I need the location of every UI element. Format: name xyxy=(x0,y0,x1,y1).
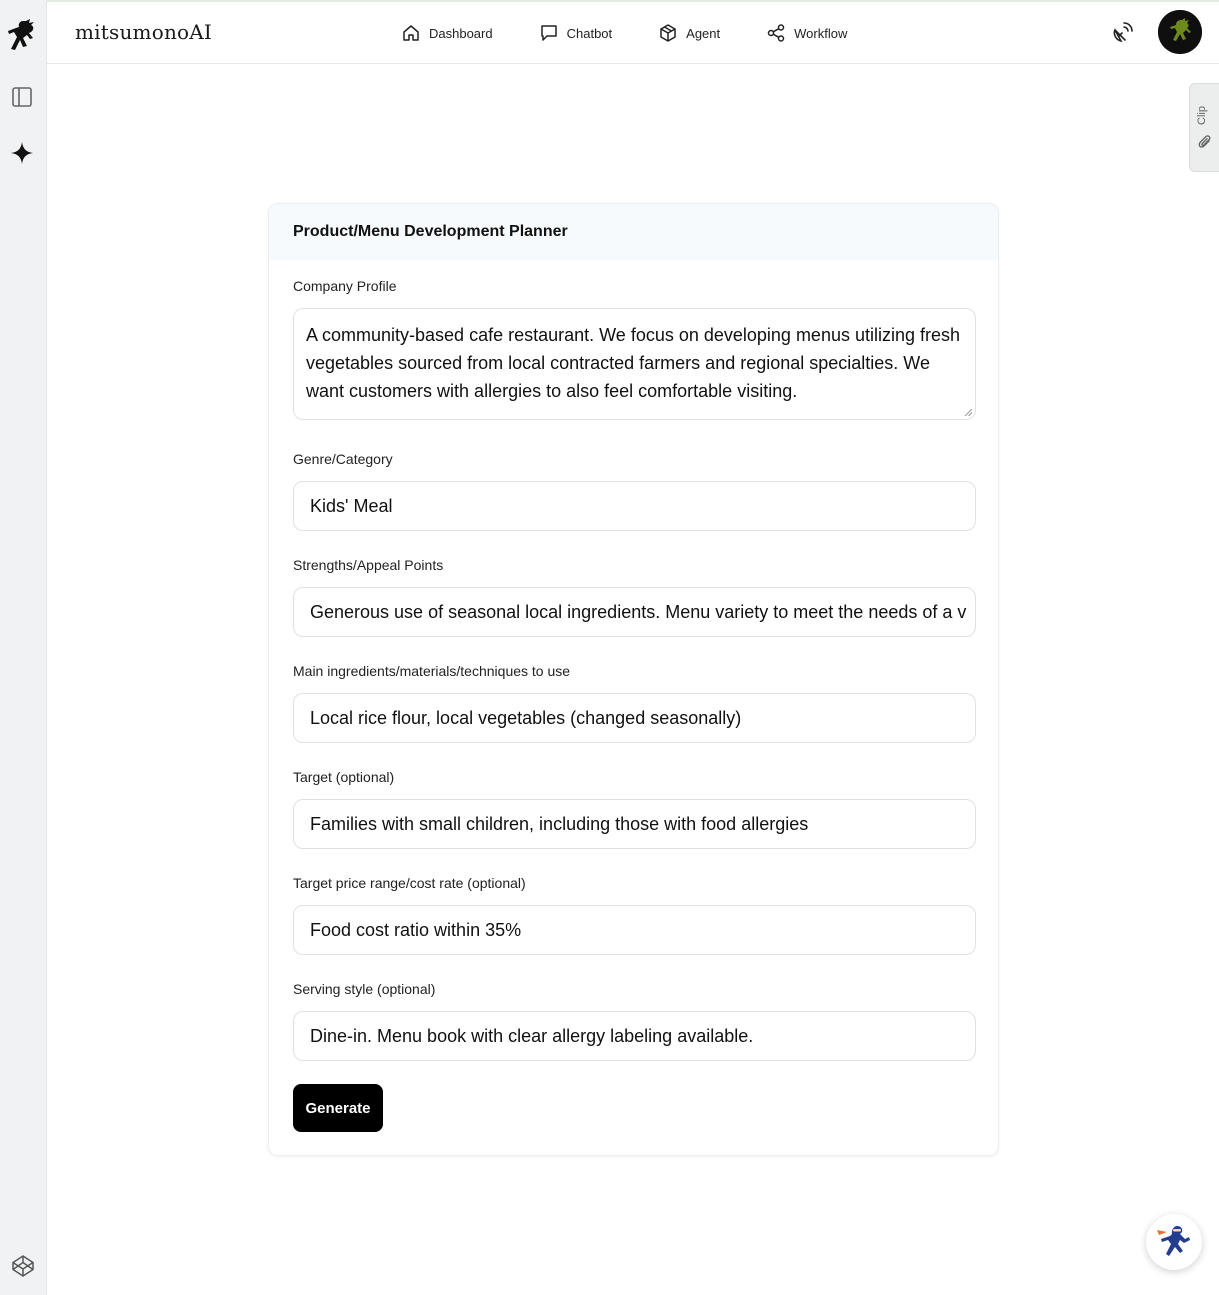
price-label: Target price range/cost rate (optional) xyxy=(293,875,526,891)
serving-input[interactable]: Dine-in. Menu book with clear allergy labeling available. xyxy=(293,1011,976,1061)
company-profile-value: A community-based cafe restaurant. We focus on developing menus utilizing fresh vegetables sourced from local contracted farmers and regional specialties. We want customers with allergies to also feel comfortable visiting. xyxy=(306,325,961,401)
nav-workflow[interactable] xyxy=(766,23,847,43)
nav-dashboard[interactable] xyxy=(401,23,493,43)
top-header xyxy=(47,2,1219,64)
nav-agent[interactable] xyxy=(658,23,720,43)
card-header xyxy=(269,204,998,260)
company-profile-label: Company Profile xyxy=(293,278,397,294)
nav-chatbot[interactable] xyxy=(539,23,613,43)
user-avatar[interactable] xyxy=(1158,10,1202,54)
strengths-label: Strengths/Appeal Points xyxy=(293,557,444,573)
share-nodes-icon xyxy=(766,23,786,43)
cube-icon xyxy=(658,23,678,43)
ingredients-label: Main ingredients/materials/techniques to use xyxy=(293,663,571,679)
genre-input[interactable]: Kids' Meal xyxy=(293,481,976,531)
assistant-fab[interactable] xyxy=(1146,1214,1202,1270)
left-rail xyxy=(0,0,47,1295)
generate-button[interactable]: Generate xyxy=(293,1084,383,1132)
company-profile-textarea[interactable] xyxy=(293,308,976,420)
serving-label: Serving style (optional) xyxy=(293,981,436,997)
chat-bubble-icon xyxy=(539,23,559,43)
ninja-mascot-icon xyxy=(1155,1222,1193,1262)
genre-label: Genre/Category xyxy=(293,451,393,467)
brand-name[interactable]: mitsumonoAI xyxy=(75,20,213,44)
strengths-input[interactable]: Generous use of seasonal local ingredients. Menu variety to meet the needs of a v xyxy=(293,587,976,637)
clip-tab-label: Clip xyxy=(1196,106,1208,125)
sparkle-icon[interactable] xyxy=(10,141,34,165)
main-nav xyxy=(401,2,893,64)
resize-grip-icon[interactable] xyxy=(964,408,972,416)
card-title: Product/Menu Development Planner xyxy=(293,223,568,240)
satellite-dish-icon[interactable] xyxy=(1110,21,1134,45)
price-input[interactable]: Food cost ratio within 35% xyxy=(293,905,976,955)
paperclip-icon xyxy=(1197,134,1213,150)
nav-dashboard-label: Dashboard xyxy=(429,25,493,41)
clip-tab[interactable] xyxy=(1189,83,1219,172)
planner-card xyxy=(268,203,999,1156)
ingredients-input[interactable]: Local rice flour, local vegetables (changed seasonally) xyxy=(293,693,976,743)
home-icon xyxy=(401,23,421,43)
nav-agent-label: Agent xyxy=(686,25,721,41)
nav-workflow-label: Workflow xyxy=(794,25,848,41)
codepen-cube-icon[interactable] xyxy=(11,1254,35,1278)
nav-chatbot-label: Chatbot xyxy=(566,25,613,41)
ninja-avatar-icon xyxy=(1158,10,1202,54)
ninja-logo-icon[interactable] xyxy=(6,18,40,56)
target-input[interactable]: Families with small children, including those with food allergies xyxy=(293,799,976,849)
sidebar-toggle-icon[interactable] xyxy=(11,86,33,108)
target-label: Target (optional) xyxy=(293,769,395,785)
